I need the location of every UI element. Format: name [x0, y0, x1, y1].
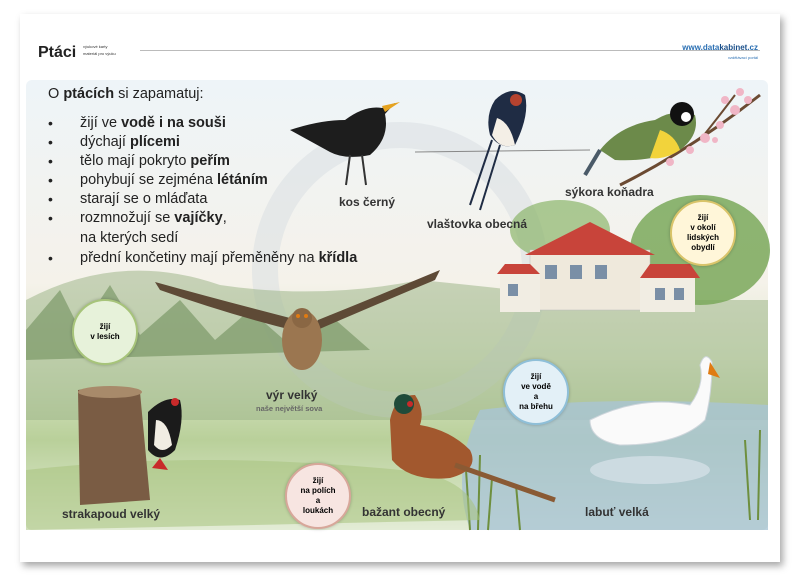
header-subtitle-2: materiál pro výuku — [83, 51, 116, 56]
fact-item-6: rozmnožují se vajíčky, — [80, 210, 227, 226]
label-vlastovka: vlaštovka obecná — [427, 217, 528, 231]
bullet-dot: • — [48, 115, 53, 131]
label-labut: labuť velká — [585, 505, 649, 519]
label-sykora: sýkora koňadra — [565, 185, 654, 199]
fact-item-4: pohybují se zejména létáním — [80, 172, 268, 188]
bullet-dot: • — [48, 191, 53, 207]
bullet-dot: • — [48, 134, 53, 150]
habitat-bubble-water: žijí ve vodě a na břehu — [503, 359, 569, 425]
bullet-dot: • — [48, 250, 53, 266]
great-tit-illustration — [585, 102, 696, 175]
brand-suffix: .cz — [747, 43, 758, 52]
page-title: Ptáci — [38, 44, 77, 61]
fact-item-2: dýchají plícemi — [80, 134, 180, 150]
bullet-dot: • — [48, 153, 53, 169]
habitat-bubble-human: žijí v okolí lidských obydlí — [670, 200, 736, 266]
brand-prefix: www.data — [682, 43, 720, 52]
label-strakapoud: strakapoud velký — [62, 507, 161, 521]
fact-item-3: tělo mají pokryto peřím — [80, 153, 230, 169]
fact-item-6-continued: na kterých sedí — [80, 230, 179, 246]
brand-tagline: vzdělávací portál — [727, 55, 758, 60]
label-kos: kos černý — [339, 195, 396, 209]
habitat-bubble-fields: žijí na polích a loukách — [285, 463, 351, 529]
label-vyr-note: naše největší sova — [256, 404, 323, 413]
bullet-dot: • — [48, 210, 53, 226]
fact-item-7: přední končetiny mají přeměněny na křídla — [80, 250, 358, 266]
label-vyr: výr velký — [266, 388, 318, 402]
habitat-bubble-forest: žijí v lesích — [72, 299, 138, 365]
bullet-dot: • — [48, 172, 53, 188]
brand-highlight: kabinet — [719, 43, 748, 52]
header-subtitle-1: výukové karty — [83, 44, 108, 49]
label-bazant: bažant obecný — [362, 505, 446, 519]
fact-item-5: starají se o mláďata — [80, 191, 208, 207]
fact-item-1: žijí ve vodě i na souši — [80, 115, 226, 131]
intro-heading: O ptácích si zapamatuj: — [48, 86, 204, 102]
